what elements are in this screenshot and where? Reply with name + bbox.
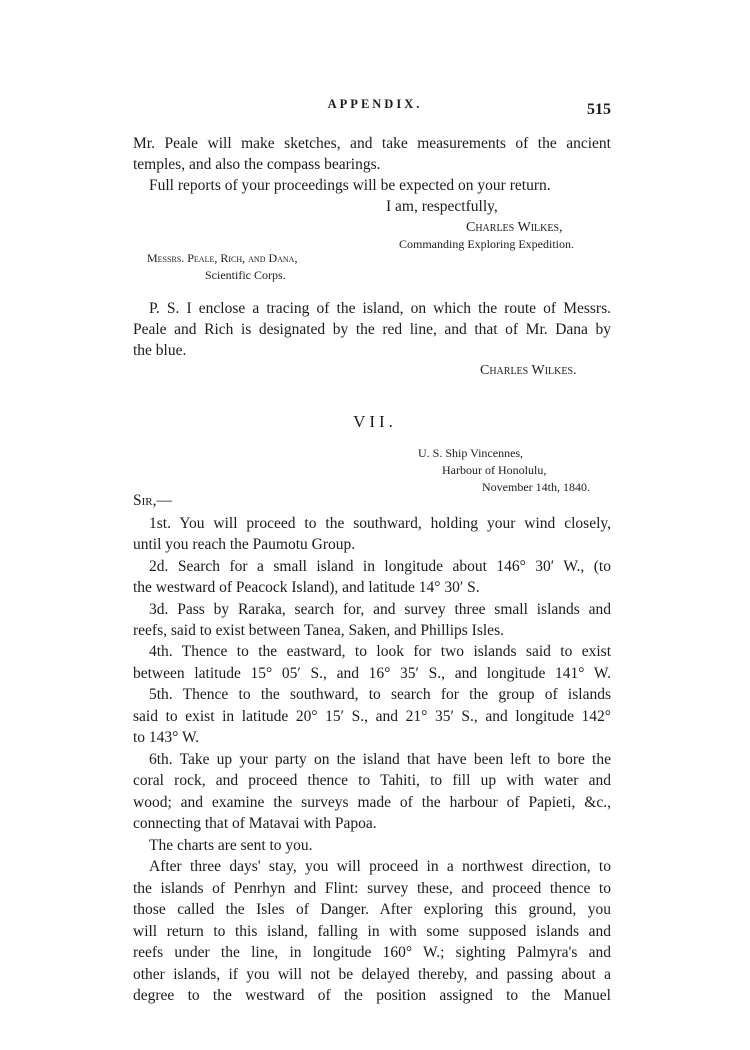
text-line: will return to this island, falling in with some supposed islands and [133, 923, 611, 940]
text-line: to 143° W. [133, 729, 200, 746]
running-head: APPENDIX. [327, 97, 423, 111]
text-line: 6th. Take up your party on the island that have been left to bore the [149, 751, 611, 768]
text-line: coral rock, and proceed thence to Tahiti, to fill up with water and [133, 772, 611, 789]
text-line: Full reports of your proceedings will be expected on your return. [149, 177, 551, 194]
letter-header-line: Harbour of Honolulu, [442, 463, 547, 477]
closing-line: I am, respectfully, [386, 198, 498, 215]
text-line: Peale and Rich is designated by the red line, and that of Mr. Dana by [133, 321, 611, 338]
text-line: 2d. Search for a small island in longitude about 146° 30′ W., (to [149, 558, 611, 575]
text-line: 3d. Pass by Raraka, search for, and survey three small islands and [149, 601, 611, 618]
text-line: other islands, if you will not be delayed thereby, and passing about a [133, 966, 611, 983]
text-line: The charts are sent to you. [149, 837, 313, 854]
text-line: the islands of Penrhyn and Flint: survey these, and proceed thence to [133, 880, 611, 897]
letter-date: November 14th, 1840. [482, 480, 590, 494]
text-line: connecting that of Matavai with Papoa. [133, 815, 377, 832]
letter-header-line: U. S. Ship Vincennes, [418, 446, 524, 460]
text-line: until you reach the Paumotu Group. [133, 536, 356, 553]
text-line: the westward of Peacock Island), and latitude 14° 30′ S. [133, 579, 480, 596]
text-line: those called the Isles of Danger. After exploring this ground, you [133, 901, 611, 918]
page-number: 515 [587, 101, 611, 118]
text-line: the blue. [133, 342, 187, 359]
text-line: said to exist in latitude 20° 15′ S., and 21° 35′ S., and longitude 142° [133, 708, 611, 725]
signature-title: Commanding Exploring Expedition. [399, 237, 574, 251]
text-line: After three days' stay, you will proceed in a northwest direction, to [149, 858, 611, 875]
text-line: temples, and also the compass bearings. [133, 156, 381, 173]
text-line: P. S. I enclose a tracing of the island, on which the route of Messrs. [149, 300, 611, 317]
salutation: Sir,— [133, 492, 172, 509]
addressees-role: Scientific Corps. [205, 268, 286, 282]
signature-name: Charles Wilkes, [466, 220, 563, 235]
text-line: reefs under the line, in longitude 160° W.; sighting Palmyra's and [133, 944, 611, 961]
addressees: Messrs. Peale, Rich, and Dana, [147, 251, 298, 265]
text-line: Mr. Peale will make sketches, and take measurements of the ancient [133, 135, 611, 152]
section-heading: VII. [353, 412, 397, 431]
text-line: reefs, said to exist between Tanea, Saken, and Phillips Isles. [133, 622, 504, 639]
text-line: 1st. You will proceed to the southward, holding your wind closely, [149, 515, 611, 532]
signature-name: Charles Wilkes. [480, 363, 577, 378]
text-line: degree to the westward of the position assigned to the Manuel [133, 987, 611, 1004]
text-line: 5th. Thence to the southward, to search for the group of islands [149, 686, 611, 703]
text-line: 4th. Thence to the eastward, to look for two islands said to exist [149, 643, 611, 660]
text-line: between latitude 15° 05′ S., and 16° 35′ S., and longitude 141° W. [133, 665, 611, 682]
text-line: wood; and examine the surveys made of the harbour of Papieti, &c., [133, 794, 611, 811]
